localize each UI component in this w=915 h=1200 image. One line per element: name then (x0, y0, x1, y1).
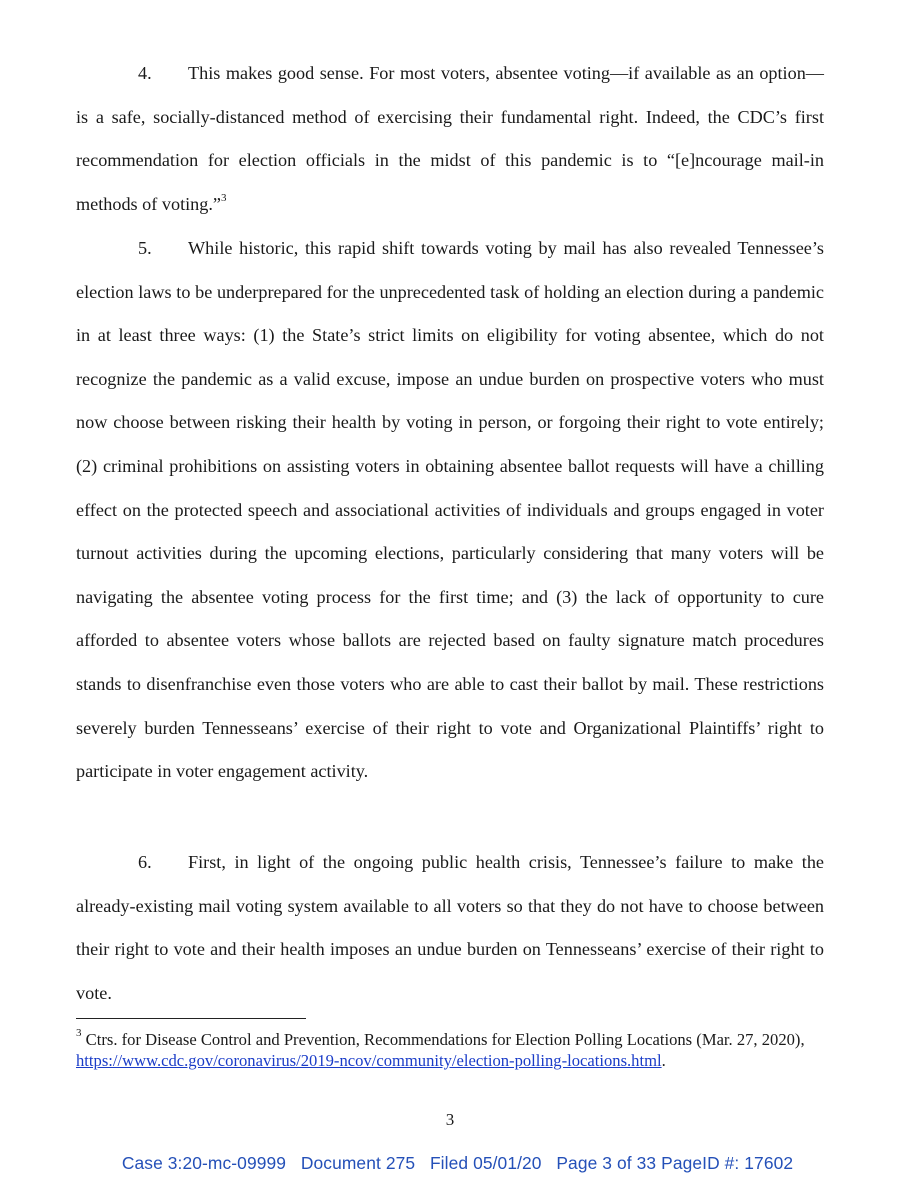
footnote-marker: 3 (76, 1027, 82, 1040)
paragraph-6 (76, 841, 824, 1015)
case-filing-header: Case 3:20-mc-09999 Document 275 Filed 05/01/20 Page 3 of 33 PageID #: 17602 (121, 1153, 794, 1173)
page-number: 3 (445, 1110, 455, 1129)
footnote-link[interactable]: https://www.cdc.gov/coronavirus/2019-ncov/community/election-polling-locations.html (76, 1051, 662, 1070)
footnote-reference[interactable]: 3 (220, 191, 227, 204)
paragraph-text: This makes good sense. For most voters, absentee voting—if available as an option—is a safe, socially-distanced method of exercising their fundamental right. Indeed, the CDC’s first recommendation for election officials in the midst of this pandemic is to “[e]ncourage mail-in methods of voting.” (76, 63, 824, 214)
paragraph-4 (76, 52, 824, 226)
paragraph-number: 4. (138, 63, 152, 83)
paragraph-text: While historic, this rapid shift towards voting by mail has also revealed Tennessee’s election laws to be underprepared for the unprecedented task of holding an election during a pandemic in at least three ways: (1) the State’s strict limits on eligibility for voting absentee, which do not recognize the pandemic as a valid excuse, impose an undue burden on prospective voters who must now choose between risking their health by voting in person, or forgoing their right to vote entirely; (2) criminal prohibitions on assisting voters in obtaining absentee ballot requests will have a chilling effect on the protected speech and associational activities of individuals and groups engaged in voter turnout activities during the upcoming elections, particularly considering that many voters will be navigating the absentee voting process for the first time; and (3) the lack of opportunity to cure afforded to absentee voters whose ballots are rejected based on faulty signature match procedures stands to disenfranchise even those voters who are able to cast their ballot by mail. These restrictions severely burden Tennesseans’ exercise of their right to vote and Organizational Plaintiffs’ right to participate in voter engagement activity. (76, 238, 824, 782)
footnote-link-period: . (661, 1051, 666, 1070)
footnote-divider (76, 1018, 306, 1019)
paragraph-text: First, in light of the ongoing public health crisis, Tennessee’s failure to make the already-existing mail voting system available to all voters so that they do not have to choose between their right to vote and their health imposes an undue burden on Tennesseans’ exercise of their right to vote. (76, 852, 824, 1003)
footnote (76, 1029, 816, 1071)
paragraph-number: 6. (138, 852, 152, 872)
paragraph-5 (76, 227, 824, 794)
footnote-text: Ctrs. for Disease Control and Prevention, Recommendations for Election Polling Locations (Mar. 27, 2020), (85, 1030, 805, 1049)
paragraph-number: 5. (138, 238, 152, 258)
